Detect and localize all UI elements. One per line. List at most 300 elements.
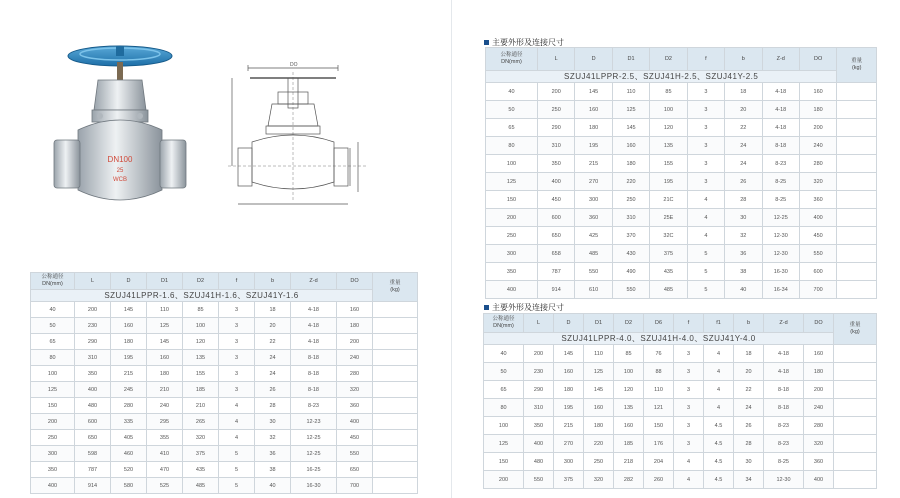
table-cell: 200 xyxy=(31,414,75,430)
table-cell: 16-30 xyxy=(291,478,337,494)
table-cell: 450 xyxy=(337,430,373,446)
spec-table-pn25 xyxy=(485,47,877,299)
table-cell: 4.5 xyxy=(704,417,734,435)
table-cell: 110 xyxy=(584,345,614,363)
page-divider xyxy=(451,0,452,498)
table-cell xyxy=(834,381,877,399)
table-cell: 350 xyxy=(75,366,111,382)
section-marker-icon xyxy=(484,305,489,310)
column-header: DO xyxy=(337,273,373,290)
table-cell: 435 xyxy=(183,462,219,478)
table-cell xyxy=(837,245,877,263)
table-cell: 30 xyxy=(734,453,764,471)
table-cell: 405 xyxy=(111,430,147,446)
table-cell: 180 xyxy=(612,155,649,173)
table-cell: 24 xyxy=(734,399,764,417)
table-cell: 28 xyxy=(255,398,291,414)
table-cell: 3 xyxy=(219,334,255,350)
table-cell: 260 xyxy=(644,471,674,489)
table-cell: 155 xyxy=(183,366,219,382)
table-cell: 4 xyxy=(687,191,724,209)
table-cell: 110 xyxy=(612,83,649,101)
table-cell: 270 xyxy=(554,435,584,453)
table-cell: 485 xyxy=(183,478,219,494)
table-cell: 38 xyxy=(725,263,762,281)
table-cell: 195 xyxy=(650,173,687,191)
table-row xyxy=(486,155,877,173)
table-cell: 50 xyxy=(484,363,524,381)
section-marker-icon xyxy=(484,40,489,45)
table-cell: 400 xyxy=(75,382,111,398)
table-cell: 21C xyxy=(650,191,687,209)
table-cell: 4 xyxy=(687,227,724,245)
table-cell: 22 xyxy=(255,334,291,350)
table-row xyxy=(486,281,877,299)
table-row xyxy=(31,414,418,430)
table-cell: 12-25 xyxy=(291,430,337,446)
table-cell: 20 xyxy=(734,363,764,381)
table-cell: 195 xyxy=(575,137,612,155)
model-row xyxy=(486,71,877,83)
table-cell: 3 xyxy=(674,345,704,363)
table-cell: 4 xyxy=(704,345,734,363)
table-cell: 240 xyxy=(147,398,183,414)
table-cell: 12-23 xyxy=(291,414,337,430)
table-row xyxy=(484,345,877,363)
table-cell: 5 xyxy=(687,245,724,263)
table-cell: 12-25 xyxy=(291,446,337,462)
table-cell: 26 xyxy=(734,417,764,435)
table-cell xyxy=(373,430,418,446)
table-cell: 12-25 xyxy=(762,209,799,227)
table-cell: 3 xyxy=(674,399,704,417)
table-cell: 355 xyxy=(147,430,183,446)
table-cell xyxy=(373,350,418,366)
table-cell: 180 xyxy=(337,318,373,334)
table-cell: 24 xyxy=(255,350,291,366)
table-row xyxy=(31,462,418,478)
valve-photo xyxy=(48,40,188,225)
table-cell: 8-23 xyxy=(764,435,804,453)
table-cell: 460 xyxy=(111,446,147,462)
table-cell: 5 xyxy=(219,462,255,478)
column-header: Z-d xyxy=(764,314,804,333)
table-cell: 430 xyxy=(612,245,649,263)
table-cell: 290 xyxy=(524,381,554,399)
table-row xyxy=(486,227,877,245)
table-cell: 485 xyxy=(575,245,612,263)
column-header: L xyxy=(537,48,574,71)
table-cell: 32C xyxy=(650,227,687,245)
table-cell: 100 xyxy=(650,101,687,119)
table-cell: 160 xyxy=(554,363,584,381)
table-cell: 400 xyxy=(486,281,538,299)
table-cell: 28 xyxy=(725,191,762,209)
table-cell: 180 xyxy=(147,366,183,382)
table-cell: 240 xyxy=(337,350,373,366)
table-cell: 22 xyxy=(734,381,764,399)
table-cell: 88 xyxy=(644,363,674,381)
table-cell: 160 xyxy=(575,101,612,119)
table-cell: 8-23 xyxy=(762,155,799,173)
table-cell xyxy=(373,414,418,430)
table-cell: 200 xyxy=(524,345,554,363)
table-cell: 24 xyxy=(255,366,291,382)
table-cell: 3 xyxy=(687,173,724,191)
table-cell: 350 xyxy=(31,462,75,478)
table-cell: 520 xyxy=(111,462,147,478)
table-cell: 360 xyxy=(337,398,373,414)
table-cell: 65 xyxy=(484,381,524,399)
table-cell: 180 xyxy=(554,381,584,399)
table-cell: 300 xyxy=(554,453,584,471)
table-cell: 650 xyxy=(537,227,574,245)
table-cell: 320 xyxy=(337,382,373,398)
table-cell: 32 xyxy=(725,227,762,245)
table-row xyxy=(484,471,877,489)
table-cell: 270 xyxy=(575,173,612,191)
svg-text:25: 25 xyxy=(116,168,124,174)
table-cell: 4 xyxy=(687,209,724,227)
table-cell: 36 xyxy=(725,245,762,263)
table-cell: 650 xyxy=(75,430,111,446)
table-cell: 150 xyxy=(644,417,674,435)
table-cell: 3 xyxy=(219,366,255,382)
column-header: D xyxy=(111,273,147,290)
table-cell: 250 xyxy=(612,191,649,209)
table-cell: 210 xyxy=(147,382,183,398)
table-cell: 485 xyxy=(650,281,687,299)
table-cell: 195 xyxy=(111,350,147,366)
column-header: 公称通径 DN(mm) xyxy=(484,314,524,333)
table-cell: 550 xyxy=(524,471,554,489)
column-header: DO xyxy=(804,314,834,333)
table-cell: 4-18 xyxy=(291,318,337,334)
table-cell: 350 xyxy=(486,263,538,281)
table-cell: 435 xyxy=(650,263,687,281)
table-row xyxy=(486,191,877,209)
model-label: SZUJ41LPPR-4.0、SZUJ41H-4.0、SZUJ41Y-4.0 xyxy=(484,333,834,345)
table-cell: 280 xyxy=(111,398,147,414)
table-cell: 200 xyxy=(799,119,836,137)
model-label: SZUJ41LPPR-1.6、SZUJ41H-1.6、SZUJ41Y-1.6 xyxy=(31,290,373,302)
model-row xyxy=(484,333,877,345)
table-cell: 480 xyxy=(524,453,554,471)
table-cell: 400 xyxy=(804,471,834,489)
table-cell: 700 xyxy=(799,281,836,299)
column-header: Z-d xyxy=(762,48,799,71)
table-cell: 550 xyxy=(337,446,373,462)
table-cell: 320 xyxy=(799,173,836,191)
table-cell: 150 xyxy=(31,398,75,414)
table-cell: 16-25 xyxy=(291,462,337,478)
model-row xyxy=(31,290,418,302)
table-cell: 24 xyxy=(725,137,762,155)
table-cell: 145 xyxy=(584,381,614,399)
table-cell xyxy=(837,155,877,173)
table-cell: 210 xyxy=(183,398,219,414)
table-cell: 160 xyxy=(584,399,614,417)
table-cell: 3 xyxy=(674,417,704,435)
table-cell xyxy=(834,345,877,363)
table-cell: 490 xyxy=(612,263,649,281)
table-cell: 600 xyxy=(75,414,111,430)
table-cell: 28 xyxy=(734,435,764,453)
table-row xyxy=(31,334,418,350)
column-header: D2 xyxy=(650,48,687,71)
table-cell: 38 xyxy=(255,462,291,478)
column-header: D xyxy=(554,314,584,333)
table-cell: 4-18 xyxy=(764,363,804,381)
table-cell: 8-25 xyxy=(762,173,799,191)
table-cell: 400 xyxy=(799,209,836,227)
column-header: L xyxy=(524,314,554,333)
table-cell: 110 xyxy=(147,302,183,318)
table-cell xyxy=(837,263,877,281)
column-header: 重量 (kg) xyxy=(834,314,877,345)
table-cell: 8-23 xyxy=(764,417,804,435)
table-cell: 550 xyxy=(575,263,612,281)
spec-table-pn40 xyxy=(483,313,877,489)
column-header: 公称通径 DN(mm) xyxy=(486,48,538,71)
table-cell: 20 xyxy=(725,101,762,119)
section-title-dimensions-2 xyxy=(484,302,564,313)
header-row xyxy=(486,48,877,71)
table-cell: 3 xyxy=(219,318,255,334)
table-cell: 580 xyxy=(111,478,147,494)
table-cell: 135 xyxy=(650,137,687,155)
table-cell: 3 xyxy=(219,382,255,398)
table-row xyxy=(484,435,877,453)
table-cell: 18 xyxy=(255,302,291,318)
table-row xyxy=(486,173,877,191)
table-cell xyxy=(373,398,418,414)
spec-table-body xyxy=(31,273,418,494)
table-cell: 250 xyxy=(584,453,614,471)
table-cell: 3 xyxy=(687,119,724,137)
table-cell: 160 xyxy=(147,350,183,366)
table-cell: 290 xyxy=(75,334,111,350)
table-cell: 30 xyxy=(725,209,762,227)
table-cell: 12-30 xyxy=(762,245,799,263)
table-cell: 100 xyxy=(183,318,219,334)
table-cell: 12-30 xyxy=(762,227,799,245)
table-cell: 600 xyxy=(799,263,836,281)
table-cell: 650 xyxy=(337,462,373,478)
column-header: 重量 (kg) xyxy=(373,273,418,302)
table-cell: 100 xyxy=(486,155,538,173)
column-header: 重量 (kg) xyxy=(837,48,877,83)
table-cell: 215 xyxy=(111,366,147,382)
column-header: b xyxy=(734,314,764,333)
table-cell xyxy=(373,318,418,334)
table-row xyxy=(31,430,418,446)
table-cell: 5 xyxy=(219,446,255,462)
column-header: D2 xyxy=(183,273,219,290)
table-cell: 5 xyxy=(687,281,724,299)
table-cell: 4-18 xyxy=(764,345,804,363)
table-cell: 3 xyxy=(219,350,255,366)
table-cell: 150 xyxy=(484,453,524,471)
table-cell: 200 xyxy=(337,334,373,350)
table-cell: 40 xyxy=(484,345,524,363)
table-cell: 76 xyxy=(644,345,674,363)
table-row xyxy=(31,446,418,462)
table-cell: 598 xyxy=(75,446,111,462)
table-cell: 12-30 xyxy=(764,471,804,489)
table-row xyxy=(31,366,418,382)
table-cell: 265 xyxy=(183,414,219,430)
table-cell: 145 xyxy=(554,345,584,363)
table-cell: 4-18 xyxy=(762,101,799,119)
table-cell: 787 xyxy=(75,462,111,478)
table-cell: 375 xyxy=(554,471,584,489)
table-cell: 32 xyxy=(255,430,291,446)
table-cell: 450 xyxy=(537,191,574,209)
column-header: D1 xyxy=(612,48,649,71)
table-cell xyxy=(837,119,877,137)
table-cell: 80 xyxy=(484,399,524,417)
table-cell: 335 xyxy=(111,414,147,430)
table-cell: 85 xyxy=(183,302,219,318)
table-row xyxy=(484,363,877,381)
header-row xyxy=(31,273,418,290)
table-cell: 4-18 xyxy=(762,119,799,137)
table-cell: 280 xyxy=(799,155,836,173)
column-header: D1 xyxy=(147,273,183,290)
table-cell: 22 xyxy=(725,119,762,137)
table-cell: 4 xyxy=(674,471,704,489)
table-cell: 280 xyxy=(337,366,373,382)
table-cell: 220 xyxy=(584,435,614,453)
table-cell: 40 xyxy=(255,478,291,494)
table-row xyxy=(484,381,877,399)
table-cell: 240 xyxy=(804,399,834,417)
table-cell xyxy=(373,462,418,478)
table-cell: 155 xyxy=(650,155,687,173)
table-row xyxy=(31,302,418,318)
table-cell: 360 xyxy=(799,191,836,209)
table-cell: 375 xyxy=(650,245,687,263)
table-cell: 4 xyxy=(704,381,734,399)
table-cell: 40 xyxy=(31,302,75,318)
table-cell: 310 xyxy=(612,209,649,227)
table-cell xyxy=(834,399,877,417)
table-cell: 282 xyxy=(614,471,644,489)
table-cell: 4.5 xyxy=(704,435,734,453)
table-cell: 145 xyxy=(147,334,183,350)
table-row xyxy=(486,101,877,119)
table-cell: 700 xyxy=(337,478,373,494)
table-cell: 230 xyxy=(524,363,554,381)
table-cell: 250 xyxy=(486,227,538,245)
table-cell: 125 xyxy=(484,435,524,453)
table-cell: 4 xyxy=(219,414,255,430)
table-cell: 180 xyxy=(111,334,147,350)
table-cell: 360 xyxy=(804,453,834,471)
table-row xyxy=(484,399,877,417)
table-cell: 470 xyxy=(147,462,183,478)
table-cell xyxy=(373,302,418,318)
table-cell: 100 xyxy=(614,363,644,381)
spec-table-body xyxy=(486,48,877,299)
table-cell: 121 xyxy=(644,399,674,417)
table-cell: 4-18 xyxy=(762,83,799,101)
table-cell: 50 xyxy=(486,101,538,119)
table-cell: 400 xyxy=(537,173,574,191)
table-cell: 145 xyxy=(575,83,612,101)
model-label: SZUJ41LPPR-2.5、SZUJ41H-2.5、SZUJ41Y-2.5 xyxy=(486,71,837,83)
column-header: 公称通径 DN(mm) xyxy=(31,273,75,290)
table-row xyxy=(484,417,877,435)
table-cell: 914 xyxy=(75,478,111,494)
table-cell: 360 xyxy=(575,209,612,227)
table-cell: 400 xyxy=(31,478,75,494)
header-row xyxy=(484,314,877,333)
table-cell: 600 xyxy=(537,209,574,227)
table-cell: 40 xyxy=(725,281,762,299)
table-cell: 4 xyxy=(674,453,704,471)
table-cell: 180 xyxy=(575,119,612,137)
table-cell: 3 xyxy=(687,101,724,119)
column-header: f xyxy=(687,48,724,71)
table-row xyxy=(486,245,877,263)
table-cell: 120 xyxy=(183,334,219,350)
table-cell: 26 xyxy=(255,382,291,398)
table-cell: 280 xyxy=(804,417,834,435)
table-cell: 200 xyxy=(486,209,538,227)
column-header: b xyxy=(725,48,762,71)
table-cell: 3 xyxy=(687,83,724,101)
column-header: f1 xyxy=(704,314,734,333)
table-cell: 4.5 xyxy=(704,471,734,489)
table-row xyxy=(486,83,877,101)
table-cell: 220 xyxy=(612,173,649,191)
spec-table-pn16 xyxy=(30,272,418,494)
table-cell: 180 xyxy=(799,101,836,119)
table-cell: 550 xyxy=(799,245,836,263)
table-cell: 30 xyxy=(255,414,291,430)
table-cell: 120 xyxy=(614,381,644,399)
table-cell: 525 xyxy=(147,478,183,494)
column-header: D1 xyxy=(584,314,614,333)
table-cell xyxy=(837,227,877,245)
table-cell: 80 xyxy=(31,350,75,366)
table-cell: 185 xyxy=(183,382,219,398)
column-header: Z-d xyxy=(291,273,337,290)
table-cell: 4.5 xyxy=(704,453,734,471)
table-cell xyxy=(837,173,877,191)
table-cell: 3 xyxy=(674,363,704,381)
table-cell: 3 xyxy=(219,302,255,318)
table-cell: 85 xyxy=(650,83,687,101)
table-cell: 20 xyxy=(255,318,291,334)
table-cell: 914 xyxy=(537,281,574,299)
table-cell: 18 xyxy=(725,83,762,101)
table-cell: 450 xyxy=(799,227,836,245)
table-cell: 8-18 xyxy=(764,381,804,399)
table-cell: 8-25 xyxy=(762,191,799,209)
table-cell xyxy=(373,334,418,350)
table-cell: 180 xyxy=(804,363,834,381)
table-cell: 295 xyxy=(147,414,183,430)
column-header: b xyxy=(255,273,291,290)
table-cell: 4 xyxy=(704,363,734,381)
table-cell: 85 xyxy=(614,345,644,363)
table-cell: 400 xyxy=(337,414,373,430)
table-cell: 8-18 xyxy=(762,137,799,155)
table-cell: 658 xyxy=(537,245,574,263)
